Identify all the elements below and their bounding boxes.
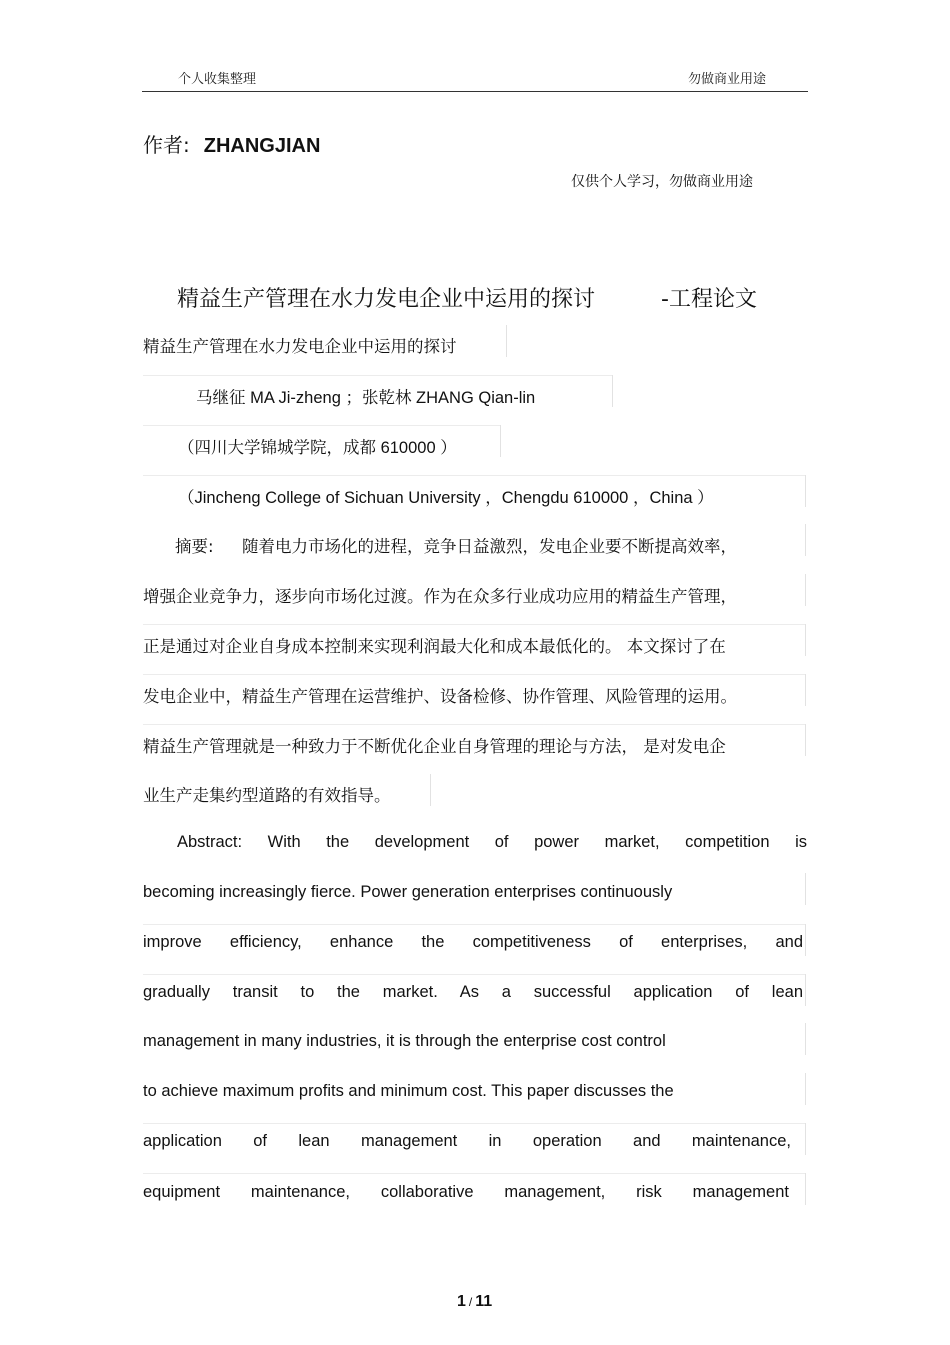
text-box-edge — [143, 724, 806, 725]
author-line — [143, 129, 320, 158]
text-box-edge — [143, 974, 806, 975]
text-box-edge — [143, 924, 806, 925]
text-box-edge — [143, 375, 613, 376]
text-box-edge — [805, 574, 806, 606]
text-box-edge — [805, 524, 806, 556]
abstract-cn-line: 随着电力市场化的进程，竞争日益激烈，发电企业要不断提高效率， — [242, 537, 737, 556]
authors-line: 马继征 MA Ji-zheng ；张乾林 ZHANG Qian-lin — [196, 389, 536, 407]
text-box-edge — [612, 375, 613, 407]
text-box-edge — [143, 1173, 806, 1174]
text-box-edge — [805, 724, 806, 756]
text-box-edge — [143, 624, 806, 625]
abstract-en-line: management in many industries, it is through the enterprise cost control — [143, 1032, 666, 1050]
text-box-edge — [805, 1173, 806, 1205]
author-label: 作者: — [143, 133, 190, 157]
text-box-edge — [805, 674, 806, 706]
page-total: 11 — [475, 1293, 493, 1310]
text-box-edge — [506, 325, 507, 357]
header-right: 勿做商业用途 — [688, 72, 767, 87]
affiliation-en: （Jincheng College of Sichuan University ，Chengdu 610000 ，China ） — [178, 489, 714, 507]
subtitle: 精益生产管理在水力发电企业中运用的探讨 — [143, 337, 457, 356]
abstract-en-line: gradually transit to the market. As a successful application of lean — [143, 983, 803, 1001]
abstract-cn-line: 业生产走集约型道路的有效指导。 — [143, 786, 391, 805]
affiliation-cn: （四川大学锦城学院，成都 610000 ） — [178, 439, 457, 457]
text-box-edge — [805, 974, 806, 1006]
page-title-suffix: -工程论文 — [661, 287, 757, 312]
abstract-cn-label: 摘要: — [175, 537, 214, 556]
text-box-edge — [805, 873, 806, 905]
header-rule — [142, 91, 808, 92]
text-box-edge — [500, 425, 501, 457]
text-box-edge — [805, 1073, 806, 1105]
text-box-edge — [430, 774, 431, 806]
header-left: 个人收集整理 — [178, 72, 257, 87]
text-box-edge — [143, 425, 501, 426]
abstract-cn-line: 精益生产管理就是一种致力于不断优化企业自身管理的理论与方法， 是对发电企 — [143, 737, 726, 756]
page-title: 精益生产管理在水力发电企业中运用的探讨 — [177, 287, 596, 312]
text-box-edge — [143, 475, 806, 476]
text-box-edge — [805, 924, 806, 956]
abstract-en-line: equipment maintenance, collaborative management, risk management — [143, 1183, 789, 1201]
abstract-en-line: improve efficiency, enhance the competitiveness of enterprises, and — [143, 933, 803, 951]
text-box-edge — [805, 624, 806, 656]
abstract-en-line: Abstract: With the development of power market, competition is — [177, 833, 807, 851]
text-box-edge — [143, 1123, 806, 1124]
abstract-cn-line: 发电企业中，精益生产管理在运营维护、设备检修、协作管理、风险管理的运用。 — [143, 687, 737, 706]
abstract-en-line: application of lean management in operation and maintenance, — [143, 1132, 791, 1150]
usage-note: 仅供个人学习，勿做商业用途 — [571, 174, 753, 190]
abstract-cn-line: 正是通过对企业自身成本控制来实现利润最大化和成本最低化的。 本文探讨了在 — [143, 637, 726, 656]
abstract-cn-line: 增强企业竞争力，逐步向市场化过渡。作为在众多行业成功应用的精益生产管理， — [143, 587, 737, 606]
text-box-edge — [143, 674, 806, 675]
abstract-en-line: to achieve maximum profits and minimum cost. This paper discusses the — [143, 1082, 674, 1100]
text-box-edge — [805, 1123, 806, 1155]
text-box-edge — [805, 1023, 806, 1055]
page-current: 1 — [457, 1293, 466, 1310]
abstract-en-line: becoming increasingly fierce. Power generation enterprises continuously — [143, 883, 673, 901]
text-box-edge — [805, 475, 806, 507]
page-number — [457, 1293, 492, 1311]
author-name: ZHANGJIAN — [203, 135, 321, 157]
page-separator: / — [468, 1295, 473, 1309]
